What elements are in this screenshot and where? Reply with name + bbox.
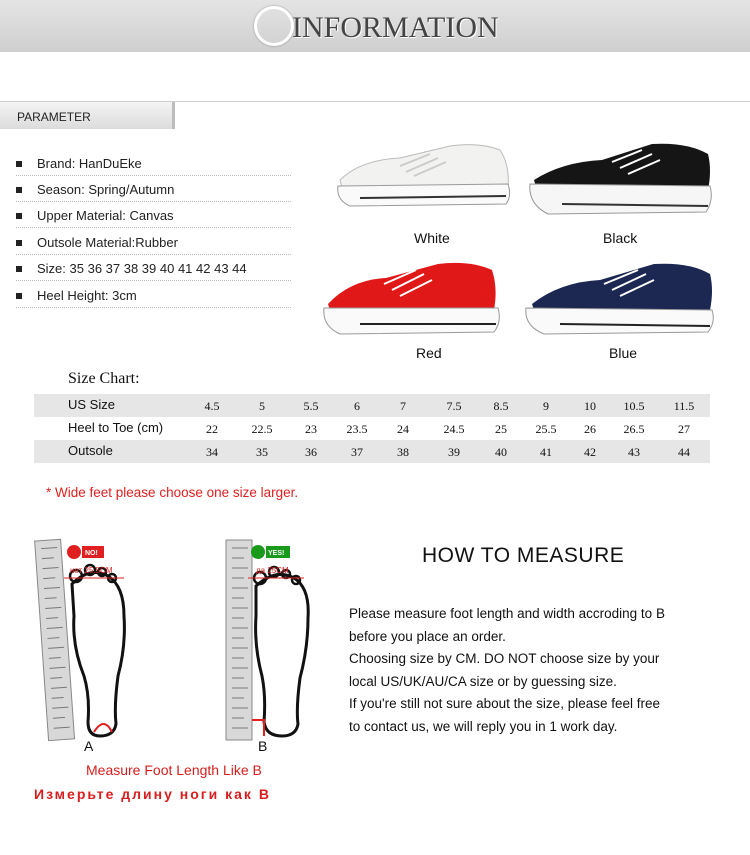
- caption-english: Measure Foot Length Like B: [86, 762, 262, 778]
- foot-diagram-a: [34, 536, 144, 758]
- table-cell: 25.5: [535, 422, 557, 436]
- table-cell: 43: [628, 445, 640, 459]
- footprint-outline: [256, 574, 309, 736]
- diagram-letter-b: B: [258, 738, 268, 754]
- table-row: [34, 440, 710, 463]
- measure-text: да 25CM: [256, 566, 289, 575]
- table-cell: 37: [351, 445, 363, 459]
- spec-text: Heel Height: 3cm: [37, 288, 137, 303]
- table-cell: 35: [256, 445, 268, 459]
- table-cell: 4.5: [204, 399, 220, 413]
- table-cell: 38: [397, 445, 409, 459]
- table-cell: 22.5: [251, 422, 273, 436]
- yes-icon: [251, 545, 265, 559]
- spec-item: [16, 235, 291, 255]
- table-cell: 23: [305, 422, 317, 436]
- table-cell: 36: [305, 445, 317, 459]
- caption-russian: Измерьте длину ноги как B: [34, 786, 271, 802]
- spec-item: [16, 156, 291, 176]
- shoe-sole: [324, 308, 500, 334]
- table-cell: 24: [397, 422, 409, 436]
- row-header: US Size: [68, 397, 115, 412]
- color-label: Black: [603, 230, 638, 246]
- red-shoe-image[interactable]: [320, 258, 502, 338]
- parameter-label: PARAMETER: [17, 110, 91, 124]
- table-cell: 7.5: [446, 399, 462, 413]
- table-cell: 25: [495, 422, 507, 436]
- foot-diagram-b: [220, 536, 330, 758]
- spec-text: Brand: HanDuEke: [37, 156, 142, 171]
- divider: [0, 101, 750, 102]
- no-icon: [67, 545, 81, 559]
- shoe-sole: [338, 184, 510, 206]
- table-cell: 5.5: [303, 399, 319, 413]
- spec-text: Upper Material: Canvas: [37, 208, 174, 223]
- table-cell: 27: [678, 422, 690, 436]
- heel-angle-icon: [94, 724, 112, 732]
- wide-feet-note: * Wide feet please choose one size larger.: [46, 485, 299, 500]
- row-header: Heel to Toe (cm): [68, 420, 164, 435]
- measure-text-line: to contact us, we will reply you in 1 work day.: [349, 719, 618, 734]
- circle-icon: [254, 6, 294, 46]
- table-cell: 11.5: [673, 399, 695, 413]
- spec-item: [16, 288, 291, 308]
- table-cell: 26: [584, 422, 596, 436]
- diagram-letter-a: A: [84, 738, 94, 754]
- black-shoe-image[interactable]: [522, 140, 714, 220]
- color-label: Red: [416, 345, 442, 361]
- square-bullet-icon: [16, 161, 22, 167]
- spec-item: [16, 208, 291, 228]
- table-row: [34, 417, 710, 440]
- table-cell: 7: [400, 399, 406, 413]
- shoe-sole: [526, 308, 714, 334]
- spec-item: [16, 261, 291, 281]
- measure-text-line: before you place an order.: [349, 629, 506, 644]
- table-row: [34, 394, 710, 417]
- square-bullet-icon: [16, 293, 22, 299]
- table-cell: 8.5: [493, 399, 509, 413]
- white-shoe-image[interactable]: [330, 140, 520, 216]
- table-cell: 40: [495, 445, 507, 459]
- row-header: Outsole: [68, 443, 113, 458]
- measure-text-line: If you're still not sure about the size, please feel free: [349, 696, 661, 711]
- measure-text-line: Please measure foot length and width accroding to B: [349, 606, 665, 621]
- table-cell: 44: [678, 445, 690, 459]
- table-cell: 39: [448, 445, 460, 459]
- table-cell: 10: [584, 399, 596, 413]
- table-cell: 10.5: [623, 399, 645, 413]
- spec-item: [16, 182, 291, 202]
- spec-text: Size: 35 36 37 38 39 40 41 42 43 44: [37, 261, 247, 276]
- no-badge-text: NO!: [85, 550, 98, 557]
- table-cell: 23.5: [346, 422, 368, 436]
- table-cell: 6: [354, 399, 360, 413]
- color-label: White: [414, 230, 450, 246]
- heel-line-icon: [252, 720, 264, 736]
- size-chart-title: Size Chart:: [68, 370, 140, 387]
- footprint-outline: [72, 572, 124, 736]
- ruler-icon: [35, 539, 75, 740]
- measure-text-line: local US/UK/AU/CA size or by guessing size.: [349, 674, 617, 689]
- shoe-sole: [530, 184, 712, 214]
- measure-text-line: Choosing size by CM. DO NOT choose size by your: [349, 651, 660, 666]
- table-cell: 24.5: [443, 422, 465, 436]
- table-cell: 34: [206, 445, 218, 459]
- measure-text: нет 25.5CM: [70, 566, 113, 575]
- table-cell: 9: [543, 399, 549, 413]
- color-label: Blue: [609, 345, 638, 361]
- spec-text: Outsole Material:Rubber: [37, 235, 178, 250]
- table-cell: 42: [584, 445, 596, 459]
- table-cell: 26.5: [623, 422, 645, 436]
- ruler-icon: [226, 540, 252, 740]
- square-bullet-icon: [16, 213, 22, 219]
- table-cell: 22: [206, 422, 218, 436]
- square-bullet-icon: [16, 187, 22, 193]
- square-bullet-icon: [16, 266, 22, 272]
- square-bullet-icon: [16, 240, 22, 246]
- measure-title: HOW TO MEASURE: [422, 544, 625, 567]
- page-title: INFORMATION: [292, 11, 499, 44]
- spec-text: Season: Spring/Autumn: [37, 182, 175, 197]
- yes-badge-text: YES!: [268, 550, 285, 557]
- table-cell: 5: [259, 399, 265, 413]
- blue-shoe-image[interactable]: [520, 258, 716, 338]
- table-cell: 41: [540, 445, 552, 459]
